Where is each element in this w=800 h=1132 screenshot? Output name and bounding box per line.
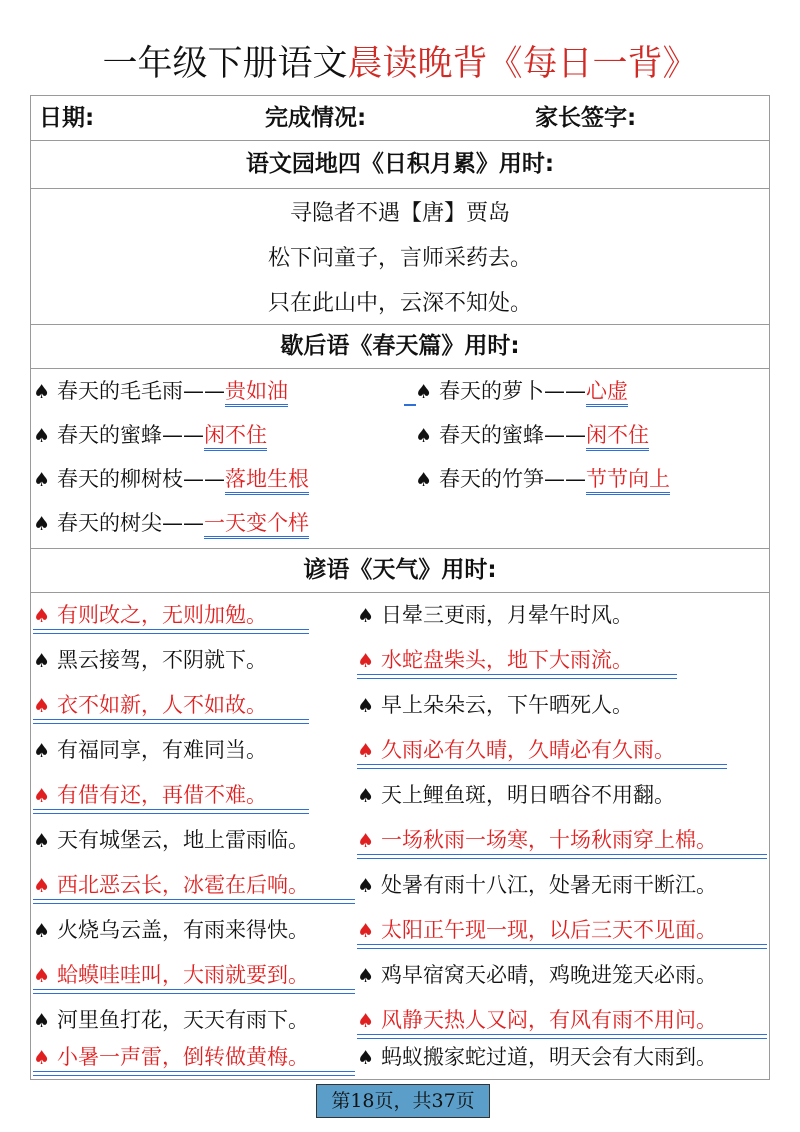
spade-icon: ♠ <box>33 650 51 672</box>
spade-icon: ♠ <box>33 740 51 762</box>
proverb-item-highlighted: ♠ 衣不如新，人不如故。 <box>33 690 267 720</box>
double-underline <box>357 674 677 679</box>
spade-icon: ♠ <box>33 920 51 942</box>
xiehouyu-item: ♠ 春天的蜜蜂——闲不住 <box>415 420 649 450</box>
spade-icon: ♠ <box>357 920 375 942</box>
xiehouyu-item: ♠ 春天的毛毛雨——贵如油 <box>33 376 288 406</box>
spade-icon: ♠ <box>33 875 51 897</box>
spade-icon: ♠ <box>33 381 51 403</box>
double-underline <box>33 629 309 634</box>
double-underline <box>33 899 355 904</box>
proverb-item: ♠ 早上朵朵云，下午晒死人。 <box>357 690 633 720</box>
section-heading-proverbs: 谚语《天气》用时: <box>303 557 497 583</box>
proverb-item-highlighted: ♠ 太阳正午现一现，以后三天不见面。 <box>357 915 717 945</box>
spade-icon: ♠ <box>357 830 375 852</box>
spade-icon: ♠ <box>33 469 51 491</box>
proverb-item-highlighted: ♠ 一场秋雨一场寒，十场秋雨穿上棉。 <box>357 825 717 855</box>
spade-icon: ♠ <box>33 965 51 987</box>
spade-icon: ♠ <box>357 965 375 987</box>
xiehouyu-answer: 心虚 <box>586 379 628 407</box>
page-title <box>0 40 800 88</box>
section-heading-xiehouyu: 歇后语《春天篇》用时: <box>280 333 520 359</box>
divider <box>31 368 769 369</box>
spade-icon: ♠ <box>415 381 433 403</box>
spade-icon: ♠ <box>33 425 51 447</box>
proverb-item: ♠ 天上鲤鱼斑，明日晒谷不用翻。 <box>357 780 675 810</box>
proverb-item: ♠ 河里鱼打花，天天有雨下。 <box>33 1005 309 1035</box>
spade-icon: ♠ <box>415 469 433 491</box>
double-underline <box>33 1071 355 1076</box>
double-underline <box>33 809 309 814</box>
xiehouyu-item: ♠ 春天的萝卜——心虚 <box>415 376 628 406</box>
proverb-item: ♠ 有福同享，有难同当。 <box>33 735 267 765</box>
spade-icon: ♠ <box>357 740 375 762</box>
spade-icon: ♠ <box>415 425 433 447</box>
spade-icon: ♠ <box>357 650 375 672</box>
double-underline <box>33 719 309 724</box>
page-number-badge: 第18页，共37页 <box>316 1084 490 1118</box>
spade-icon: ♠ <box>33 830 51 852</box>
proverb-item-highlighted: ♠ 小暑一声雷，倒转做黄梅。 <box>33 1042 309 1072</box>
proverb-item-highlighted: ♠ 有则改之，无则加勉。 <box>33 600 267 630</box>
spade-icon: ♠ <box>33 605 51 627</box>
xiehouyu-answer: 落地生根 <box>225 467 309 495</box>
spade-icon: ♠ <box>33 1010 51 1032</box>
proverb-item-highlighted: ♠ 水蛇盘柴头，地下大雨流。 <box>357 645 633 675</box>
xiehouyu-answer: 贵如油 <box>225 379 288 407</box>
xiehouyu-item: ♠ 春天的蜜蜂——闲不住 <box>33 420 267 450</box>
spade-icon: ♠ <box>33 785 51 807</box>
title-black: 一年级下册语文 <box>102 44 348 84</box>
double-underline <box>357 1034 767 1039</box>
proverb-item-highlighted: ♠ 风静天热人又闷，有风有雨不用问。 <box>357 1005 717 1035</box>
spade-icon: ♠ <box>357 875 375 897</box>
spade-icon: ♠ <box>357 695 375 717</box>
double-underline <box>33 989 355 994</box>
proverb-item: ♠ 鸡早宿窝天必晴，鸡晚进笼天必雨。 <box>357 960 717 990</box>
proverb-item: ♠ 处暑有雨十八江，处暑无雨干断江。 <box>357 870 717 900</box>
parent-signature-label: 家长签字: <box>535 105 637 131</box>
title-red: 晨读晚背《每日一背》 <box>347 44 698 84</box>
xiehouyu-item: ♠ 春天的竹笋——节节向上 <box>415 464 670 494</box>
poem-line: 只在此山中，云深不知处。 <box>267 291 532 316</box>
proverb-item: ♠ 蚂蚁搬家蛇过道，明天会有大雨到。 <box>357 1042 717 1072</box>
proverb-item-highlighted: ♠ 西北恶云长，冰雹在后响。 <box>33 870 309 900</box>
spade-icon: ♠ <box>33 695 51 717</box>
xiehouyu-answer: 闲不住 <box>204 423 267 451</box>
worksheet-table <box>30 95 770 1080</box>
proverb-item: ♠ 日晕三更雨，月晕午时风。 <box>357 600 633 630</box>
date-label: 日期: <box>39 105 95 131</box>
xiehouyu-item: ♠ 春天的柳树枝——落地生根 <box>33 464 309 494</box>
double-underline <box>357 944 767 949</box>
poem-title: 寻隐者不遇【唐】贾岛 <box>289 201 510 226</box>
spade-icon: ♠ <box>357 785 375 807</box>
double-underline <box>357 764 727 769</box>
spade-icon: ♠ <box>357 1010 375 1032</box>
proverb-item-highlighted: ♠ 有借有还，再借不难。 <box>33 780 267 810</box>
xiehouyu-answer: 一天变个样 <box>204 511 309 539</box>
xiehouyu-answer: 闲不住 <box>586 423 649 451</box>
spade-icon: ♠ <box>33 1047 51 1069</box>
spade-icon: ♠ <box>357 605 375 627</box>
divider <box>31 592 769 593</box>
xiehouyu-answer: 节节向上 <box>586 467 670 495</box>
spade-icon: ♠ <box>357 1047 375 1069</box>
double-underline <box>357 854 767 859</box>
spade-icon: ♠ <box>33 513 51 535</box>
completion-label: 完成情况: <box>265 105 367 131</box>
proverb-item: ♠ 天有城堡云，地上雷雨临。 <box>33 825 309 855</box>
section-heading-accumulation: 语文园地四《日积月累》用时: <box>245 151 555 177</box>
proverb-item: ♠ 火烧乌云盖，有雨来得快。 <box>33 915 309 945</box>
xiehouyu-item: ♠ 春天的树尖——一天变个样 <box>33 508 309 538</box>
proverb-item-highlighted: ♠ 蛤蟆哇哇叫，大雨就要到。 <box>33 960 309 990</box>
proverb-item-highlighted: ♠ 久雨必有久晴，久晴必有久雨。 <box>357 735 675 765</box>
divider <box>31 188 769 189</box>
proverb-item: ♠ 黑云接驾，不阴就下。 <box>33 645 267 675</box>
poem-line: 松下问童子，言师采药去。 <box>267 246 532 271</box>
